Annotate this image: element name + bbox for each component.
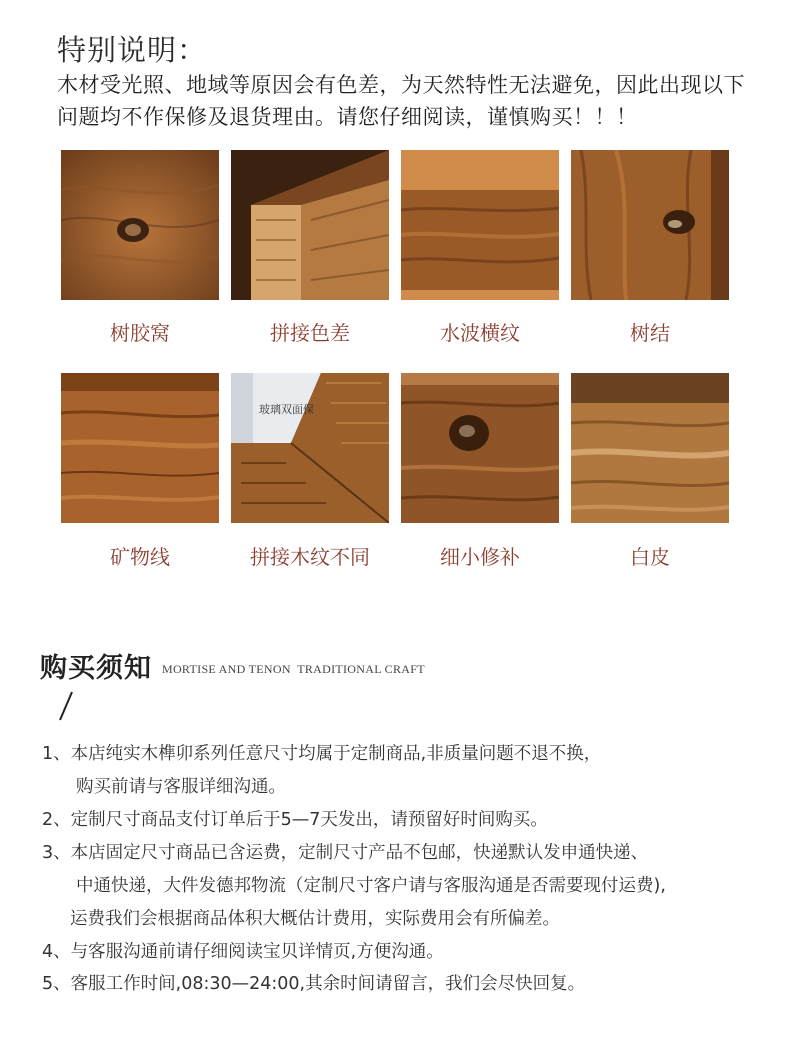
caption-gum-pocket: 树胶窝 [110,321,170,345]
caption-knot: 树结 [630,321,670,345]
caption-joint-color: 拼接色差 [270,321,350,345]
purchase-subtitle: MORTISE AND TENON TRADITIONAL CRAFT [162,662,425,676]
photo-label-text: 玻璃双面保 [259,403,314,416]
purchase-title: 购买须知 [40,653,152,684]
slash-divider-icon [56,690,76,726]
wood-photo-small-repair [401,373,559,523]
caption-joint-grain: 拼接木纹不同 [250,545,370,569]
wood-photo-mineral-streak [61,373,219,523]
term-3-cont-2: 运费我们会根据商品体积大概估计费用，实际费用会有所偏差。 [70,909,560,929]
notice-line-2: 问题均不作保修及退货理由。请您仔细阅读，谨慎购买！！！ [57,105,638,129]
wood-photo-joint-color [231,150,389,300]
notice-text [57,69,782,133]
term-3-cont-1: 中通快递，大件发德邦物流（定制尺寸客户请与客服沟通是否需要现付运费), [76,876,666,896]
term-5: 5、客服工作时间,08:30—24:00,其余时间请留言，我们会尽快回复。 [42,974,586,994]
caption-sapwood: 白皮 [630,545,670,569]
term-3: 3、本店固定尺寸商品已含运费，定制尺寸产品不包邮，快递默认发申通快递、 [42,843,649,863]
notice-title: 特别说明： [57,33,208,67]
wood-photo-knot [571,150,729,300]
caption-water-ripple: 水波横纹 [440,321,520,345]
notice-line-1: 木材受光照、地域等原因会有色差，为天然特性无法避免，因此出现以下 [57,73,745,97]
wood-photo-sapwood [571,373,729,523]
caption-mineral-streak: 矿物线 [110,545,170,569]
wood-photo-gum-pocket [61,150,219,300]
term-2: 2、定制尺寸商品支付订单后于5—7天发出，请预留好时间购买。 [42,810,548,830]
term-4: 4、与客服沟通前请仔细阅读宝贝详情页,方便沟通。 [42,942,444,962]
wood-photo-water-ripple [401,150,559,300]
term-1: 1、本店纯实木榫卯系列任意尺寸均属于定制商品,非质量问题不退不换， [42,744,602,764]
wood-photo-joint-grain [231,373,389,523]
caption-small-repair: 细小修补 [440,545,520,569]
term-1-cont: 购买前请与客服详细沟通。 [76,777,286,797]
